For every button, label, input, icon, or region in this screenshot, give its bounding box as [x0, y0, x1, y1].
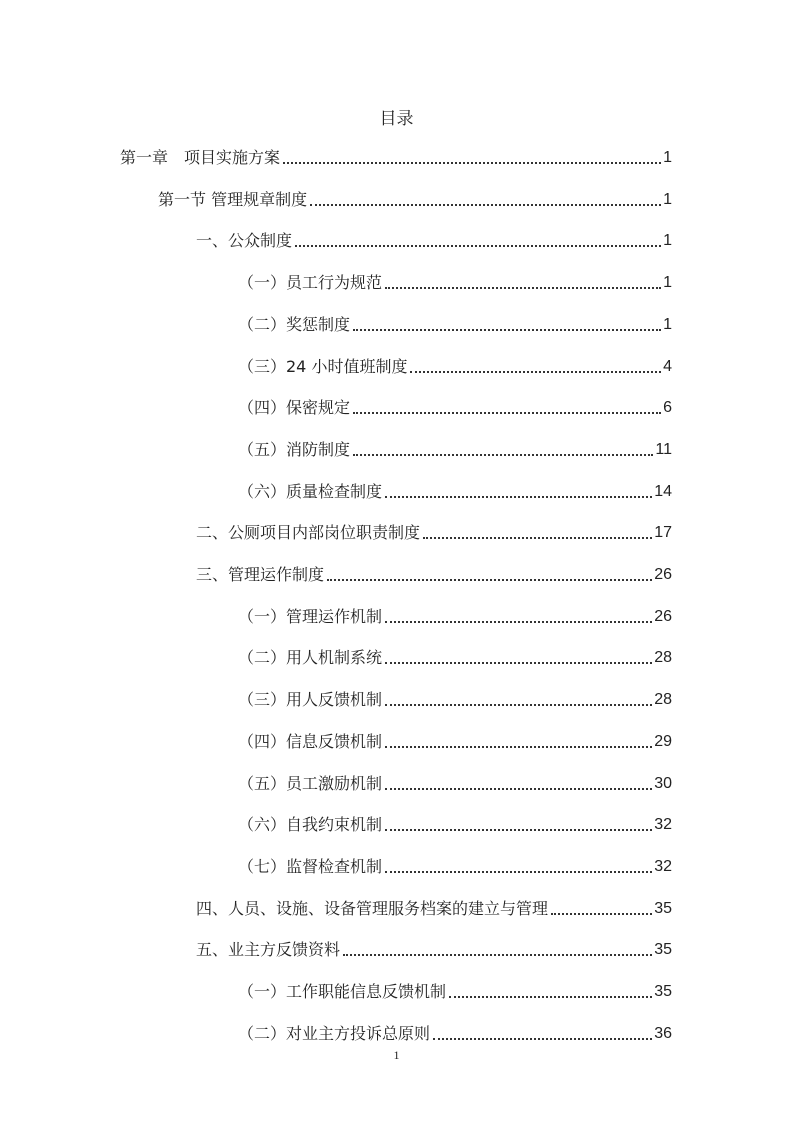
toc-entry-page: 4: [663, 357, 672, 375]
toc-entry-label: （五）消防制度: [238, 439, 351, 459]
toc-entry-label: 四、人员、设施、设备管理服务档案的建立与管理: [196, 898, 549, 918]
toc-entry[interactable]: [196, 230, 672, 252]
toc-entry-label: 第一章 项目实施方案: [120, 148, 281, 167]
toc-entry-page: 28: [654, 649, 672, 667]
toc-entry-label: （六）自我约束机制: [238, 815, 383, 835]
toc-entry-label: （四）信息反馈机制: [238, 731, 383, 751]
dot-leader: [310, 204, 661, 206]
toc-entry-label: （二）用人机制系统: [238, 648, 383, 668]
toc-entry-page: 1: [663, 274, 672, 292]
toc-entry[interactable]: [238, 439, 672, 461]
dot-leader: [327, 579, 652, 581]
dot-leader: [353, 454, 653, 456]
toc-entry-label: （四）保密规定: [238, 398, 351, 418]
toc-entry-label: （二）对业主方投诉总原则: [238, 1023, 431, 1043]
toc-entry[interactable]: [238, 314, 672, 336]
dot-leader: [295, 245, 661, 247]
toc-entry-label: 五、业主方反馈资料: [196, 940, 341, 960]
toc-entry-label: （一）工作职能信息反馈机制: [238, 982, 447, 1001]
toc-entry[interactable]: [238, 856, 672, 878]
dot-leader: [385, 621, 652, 623]
toc-entry[interactable]: [120, 147, 672, 169]
dot-leader: [353, 329, 661, 331]
toc-entry-page: 1: [663, 232, 672, 250]
toc-entry-label: （六）质量检查制度: [238, 481, 383, 501]
dot-leader: [385, 871, 652, 873]
dot-leader: [385, 829, 652, 831]
toc-entry[interactable]: [238, 356, 672, 378]
dot-leader: [385, 704, 652, 706]
toc-entry[interactable]: [238, 689, 672, 711]
toc-entry-page: 17: [654, 524, 672, 542]
toc-entry-page: 35: [654, 899, 672, 917]
toc-entry-page: 36: [654, 1024, 672, 1042]
toc-entry-page: 14: [654, 482, 672, 500]
toc-entry-label: （七）监督检查机制: [238, 856, 383, 876]
page-number: 1: [393, 1048, 400, 1062]
toc-entry-page: 29: [654, 732, 672, 750]
toc-entry-page: 1: [663, 149, 672, 166]
dot-leader: [385, 662, 652, 664]
toc-entry-page: 26: [654, 566, 672, 583]
toc-entry-page: 28: [654, 691, 672, 709]
dot-leader: [385, 496, 652, 498]
dot-leader: [343, 954, 652, 956]
toc-entry-label: （三）24 小时值班制度: [238, 356, 408, 376]
toc-entry-page: 30: [654, 774, 672, 792]
dot-leader: [551, 913, 652, 915]
toc-entry[interactable]: [238, 647, 672, 669]
toc-entry-page: 6: [663, 399, 672, 417]
toc-entry-page: 1: [663, 315, 672, 333]
toc-entry-page: 32: [654, 816, 672, 834]
toc-entry[interactable]: [238, 981, 672, 1003]
toc-entry-label: （二）奖惩制度: [238, 314, 351, 334]
toc-entry-label: （一）员工行为规范: [238, 273, 383, 293]
toc-entry[interactable]: [238, 814, 672, 836]
toc-entry[interactable]: [196, 564, 672, 586]
toc-entry-label: （一）管理运作机制: [238, 606, 383, 626]
toc-entry[interactable]: [238, 606, 672, 628]
toc-entry[interactable]: [158, 189, 672, 211]
toc-entry[interactable]: [238, 272, 672, 294]
toc-entry[interactable]: [238, 1023, 672, 1045]
dot-leader: [433, 1038, 652, 1040]
toc-entry-page: 11: [655, 440, 672, 458]
dot-leader: [353, 412, 661, 414]
dot-leader: [385, 788, 652, 790]
toc-entry-label: 二、公厕项目内部岗位职责制度: [196, 523, 421, 543]
toc-entry-page: 1: [663, 190, 672, 208]
toc-entry-label: 三、管理运作制度: [196, 565, 325, 584]
toc-entry-label: 第一节 管理规章制度: [158, 189, 308, 209]
toc-entry[interactable]: [238, 481, 672, 503]
toc-entry[interactable]: [196, 898, 672, 920]
dot-leader: [283, 162, 661, 164]
toc-entry-page: 26: [654, 607, 672, 625]
dot-leader: [385, 287, 661, 289]
dot-leader: [410, 371, 661, 373]
toc-entry[interactable]: [238, 397, 672, 419]
toc-title: 目录: [379, 109, 414, 129]
toc-entry-label: （三）用人反馈机制: [238, 690, 383, 710]
dot-leader: [385, 746, 652, 748]
toc-entry-label: 一、公众制度: [196, 231, 293, 251]
toc-entry[interactable]: [238, 731, 672, 753]
toc-entry-page: 35: [654, 941, 672, 959]
toc-entry-page: 35: [654, 983, 672, 1000]
dot-leader: [449, 996, 652, 998]
dot-leader: [423, 537, 652, 539]
toc-entry-page: 32: [654, 857, 672, 875]
toc-entry[interactable]: [196, 522, 672, 544]
toc-entry[interactable]: [238, 773, 672, 795]
toc-entry[interactable]: [196, 939, 672, 961]
toc-entry-label: （五）员工激励机制: [238, 773, 383, 793]
